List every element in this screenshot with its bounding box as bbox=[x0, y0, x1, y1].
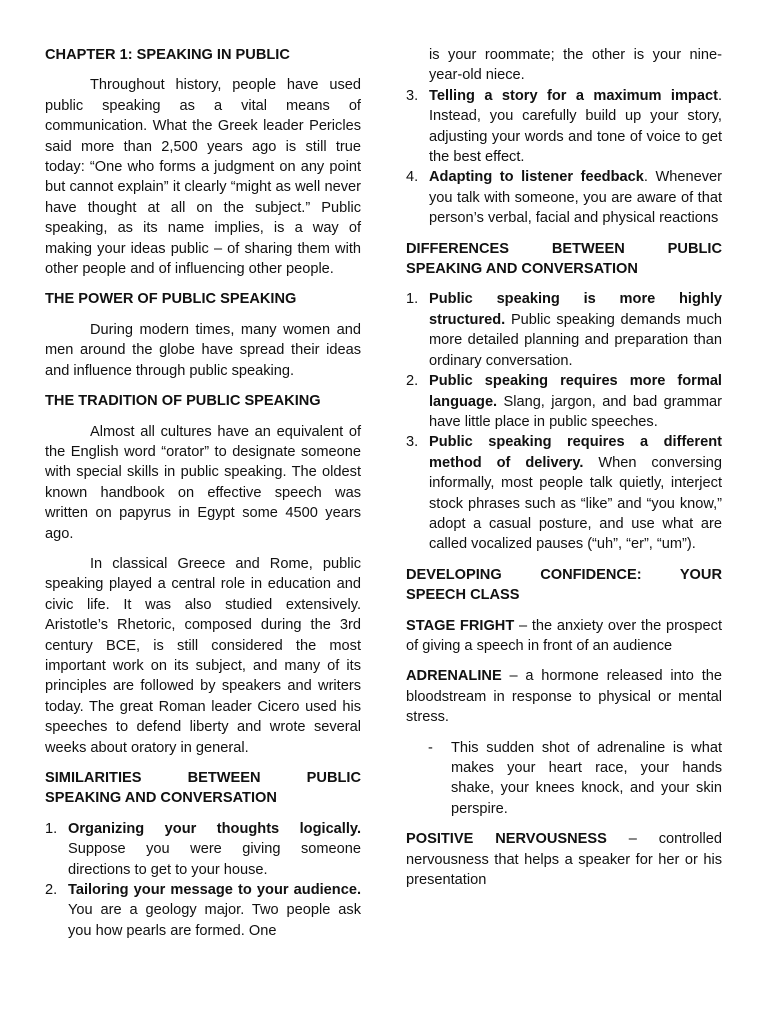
adrenaline-term: ADRENALINE bbox=[406, 668, 502, 685]
list-item bbox=[406, 371, 722, 432]
intro-paragraph: Throughout history, people have used public speaking as a vital means of communication. What the Greek leader Pericles said more than 2,500 years ago is still true today: “One who forms a judgment on any point but cannot explain” it clearly “might as well never have thought at all on the subject.” Public speaking, as its name implies, is a way of making your ideas public – of sharing them with other people and of influencing other people. bbox=[45, 77, 361, 278]
differences-heading-line-1: DIFFERENCES BETWEEN PUBLIC bbox=[406, 240, 722, 257]
power-paragraph: During modern times, many women and men around the globe have spread their ideas and influence through public speaking. bbox=[45, 321, 361, 379]
list-item-title: Organizing your thoughts logically. bbox=[68, 820, 361, 837]
list-number: 4. bbox=[406, 169, 419, 186]
list-item-title: Tailoring your message to your audience. bbox=[68, 882, 361, 899]
list-number: 2. bbox=[406, 373, 419, 390]
list-number: 1. bbox=[45, 820, 58, 837]
list-item-title: Telling a story for a maximum impact bbox=[429, 87, 718, 104]
power-heading: THE POWER OF PUBLIC SPEAKING bbox=[45, 291, 297, 308]
adrenaline-text: – a hormone released into the bloodstream in response to physical or mental stress. bbox=[406, 668, 722, 726]
list-item-text: Public speaking demands much more detailed planning and preparation than ordinary conversation. bbox=[429, 311, 722, 369]
right-column bbox=[406, 45, 722, 900]
list-item-title: Public speaking requires more formal language. bbox=[429, 373, 722, 410]
left-column bbox=[45, 45, 361, 951]
list-item-text: Suppose you were giving someone directions to get to your house. bbox=[68, 841, 361, 878]
list-item bbox=[406, 289, 722, 371]
similarities-heading-line-1: SIMILARITIES BETWEEN PUBLIC bbox=[45, 770, 361, 786]
list-continuation: is your roommate; the other is your nine-year-old niece. bbox=[429, 47, 722, 84]
positive-nervousness-definition bbox=[406, 829, 722, 890]
list-number: 3. bbox=[406, 87, 419, 104]
positive-nervousness-text: – controlled nervousness that helps a speaker for her or his presentation bbox=[406, 831, 722, 889]
differences-heading bbox=[406, 239, 722, 280]
list-item-title: Adapting to listener feedback bbox=[429, 169, 644, 186]
dash-marker: - bbox=[428, 739, 433, 756]
list-number: 2. bbox=[45, 882, 58, 899]
list-item bbox=[406, 432, 722, 554]
list-item-title: Public speaking requires a different method of delivery. bbox=[429, 434, 722, 471]
similarities-list-continued bbox=[406, 86, 722, 229]
list-item bbox=[45, 880, 361, 941]
positive-nervousness-term: POSITIVE NERVOUSNESS bbox=[406, 831, 607, 848]
tradition-paragraph-2: In classical Greece and Rome, public speaking played a central role in education and civic life. It was also studied extensively. Aristotle’s Rhetoric, composed during the 3rd century BCE, is still considered the most important work on its subject, and many of its principles are followed by speakers and writers today. The great Roman leader Cicero used his speeches to defend liberty and wrote several weeks about oratory in general. bbox=[45, 555, 361, 756]
list-item bbox=[45, 819, 361, 880]
tradition-heading: THE TRADITION OF PUBLIC SPEAKING bbox=[45, 393, 321, 410]
chapter-title: CHAPTER 1: SPEAKING IN PUBLIC bbox=[45, 47, 290, 63]
list-number: 3. bbox=[406, 434, 419, 451]
list-item-title: Public speaking is more highly structured. bbox=[429, 291, 722, 328]
differences-heading-line-2: SPEAKING AND CONVERSATION bbox=[406, 261, 638, 278]
list-item bbox=[406, 86, 722, 168]
tradition-paragraph-1: Almost all cultures have an equivalent of the English word “orator” to designate someone with special skills in public speaking. The oldest known handbook on effective speech was written on papyrus in Egypt some 4500 years ago. bbox=[45, 423, 361, 542]
list-item-text: You are a geology major. Two people ask you how pearls are formed. One bbox=[68, 902, 361, 939]
confidence-heading-line-1: DEVELOPING CONFIDENCE: YOUR bbox=[406, 566, 722, 583]
list-item bbox=[406, 738, 722, 820]
confidence-heading bbox=[406, 565, 722, 606]
list-item-text: . Instead, you carefully build up your story, adjusting your words and tone of voice to get the best effect. bbox=[429, 87, 722, 166]
stage-fright-text: – the anxiety over the prospect of giving a speech in front of an audience bbox=[406, 617, 722, 654]
differences-list bbox=[406, 289, 722, 554]
stage-fright-definition bbox=[406, 616, 722, 657]
similarities-heading bbox=[45, 768, 361, 809]
adrenaline-bullet-list bbox=[406, 738, 722, 820]
list-item-text: This sudden shot of adrenaline is what makes your heart race, your hands shake, your knees knock, and your skin perspire. bbox=[451, 739, 722, 817]
list-item-text: Slang, jargon, and bad grammar have little place in public speeches. bbox=[429, 393, 722, 430]
list-item-text: When conversing informally, most people talk quietly, interject stock phrases such as “like” and “you know,” adopt a casual posture, and use what are called vocalized pauses (“uh”, “er”, “um”). bbox=[429, 454, 722, 553]
list-item bbox=[406, 167, 722, 228]
similarities-list bbox=[45, 819, 361, 941]
similarities-heading-line-2: SPEAKING AND CONVERSATION bbox=[45, 790, 277, 807]
stage-fright-term: STAGE FRIGHT bbox=[406, 617, 515, 634]
list-number: 1. bbox=[406, 291, 419, 308]
list-item-text: . Whenever you talk with someone, you are aware of that person’s verbal, facial and physical reactions bbox=[429, 169, 723, 227]
adrenaline-definition bbox=[406, 666, 722, 727]
confidence-heading-line-2: SPEECH CLASS bbox=[406, 587, 520, 604]
